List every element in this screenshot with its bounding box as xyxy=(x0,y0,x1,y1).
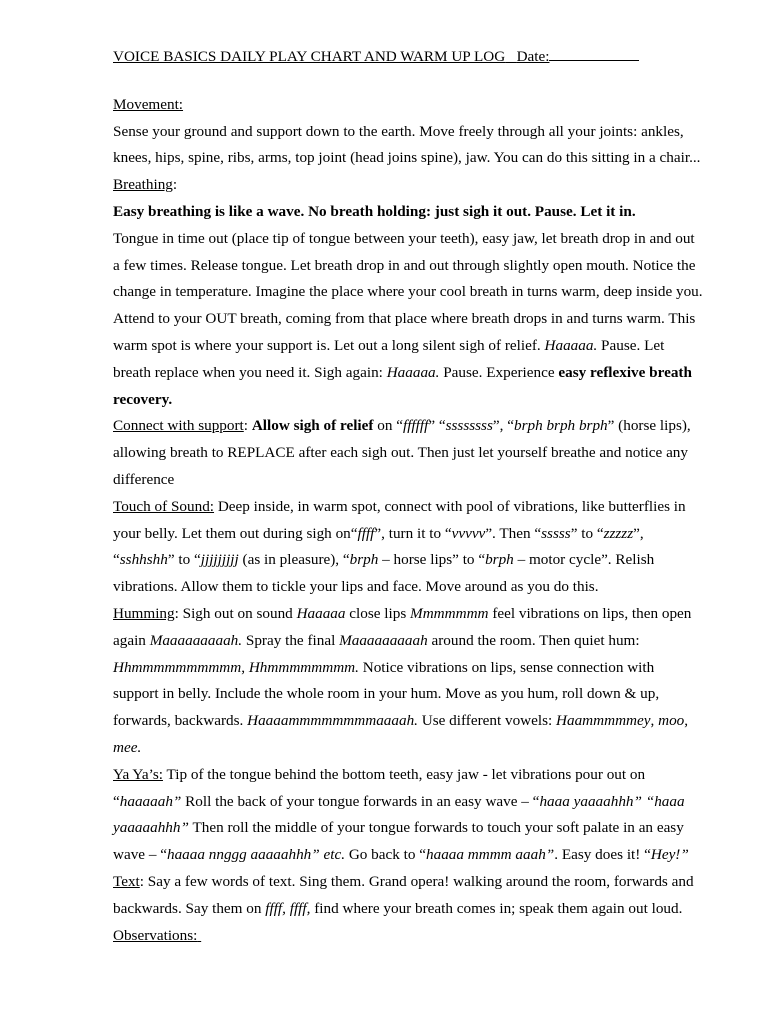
connect-heading: Connect with support xyxy=(113,417,244,435)
text-heading: Text xyxy=(113,872,140,890)
breathing-bold-line: Easy breathing is like a wave. No breath holding: just sigh it out. Pause. Let it in. xyxy=(113,202,636,220)
humming-heading: Humming xyxy=(113,604,175,622)
breathing-heading: Breathing: xyxy=(113,176,178,194)
observations-heading: Observations: xyxy=(113,926,198,944)
movement-heading: Movement: xyxy=(113,95,184,113)
document-title-line xyxy=(113,44,703,71)
document-title: VOICE BASICS DAILY PLAY CHART AND WARM UP LOG xyxy=(113,48,506,65)
connect-paragraph: Connect with support: Allow sigh of relief on “ffffff” “ssssssss”, “brph brph brph” (horse lips), allowing breath to REPLACE after each sigh out. Then just let yourself breathe and notice any difference xyxy=(113,417,691,488)
movement-text: Sense your ground and support down to the earth. Move freely through all your joints: ankles, knees, hips, spine, ribs, arms, top joint (head joins spine), jaw. You can do this sitting in a chair... xyxy=(113,122,701,167)
breathing-paragraph: Tongue in time out (place tip of tongue between your teeth), easy jaw, let breath drop in and out a few times. Release tongue. Let breath drop in and out through slightly open mouth. Notice the change in temperature. Imagine the place where your cool breath in turns warm, deep inside you. Attend to your OUT breath, coming from that place where breath drops in and turns warm. This warm spot is where your support is. Let out a long silent sigh of relief. Haaaaa. Pause. Let breath replace when you need it. Sigh again: Haaaaa. Pause. Experience easy reflexive breath recovery. xyxy=(113,229,703,408)
humming-paragraph: Humming: Sigh out on sound Haaaaa close lips Mmmmmmm feel vibrations on lips, then open again Maaaaaaaaah. Spray the final Maaaaaaaaah around the room. Then quiet hum: Hhmmmmmmmmmm, Hhmmmmmmmm. Notice vibrations on lips, sense connection with support in belly. Include the whole room in your hum. Move as you hum, roll down & up, forwards, backwards. Haaaammmmmmmmaaaah. Use different vowels: Haammmmmey, moo, mee. xyxy=(113,604,692,756)
date-label: Date: xyxy=(516,48,550,65)
touch-of-sound-paragraph: Touch of Sound: Deep inside, in warm spot, connect with pool of vibrations, like butterflies in your belly. Let them out during sigh on“ffff”, turn it to “vvvvv”. Then “sssss” to “zzzzz”, “sshhshh” to “jjjjjjjjj (as in pleasure), “brph – horse lips” to “brph – motor cycle”. Relish vibrations. Allow them to tickle your lips and face. Move around as you do this. xyxy=(113,497,686,596)
yayas-heading: Ya Ya’s: xyxy=(113,765,163,783)
date-blank-line xyxy=(549,46,639,61)
document-body xyxy=(113,44,703,949)
yayas-paragraph: Ya Ya’s: Tip of the tongue behind the bottom teeth, easy jaw - let vibrations pour out on “haaaaah” Roll the back of your tongue forwards in an easy wave – “haaa yaaaahhh” “haaa yaaaaahhh” Then roll the middle of your tongue forwards to touch your soft palate in an easy wave – “haaaa nnggg aaaaahhh” etc. Go back to “haaaa mmmm aaah”. Easy does it! “Hey!” xyxy=(113,765,689,864)
text-paragraph: Text: Say a few words of text. Sing them. Grand opera! walking around the room, forwards and backwards. Say them on ffff, ffff, find where your breath comes in; speak them again out loud. xyxy=(113,872,694,917)
touch-of-sound-heading: Touch of Sound: xyxy=(113,497,215,515)
